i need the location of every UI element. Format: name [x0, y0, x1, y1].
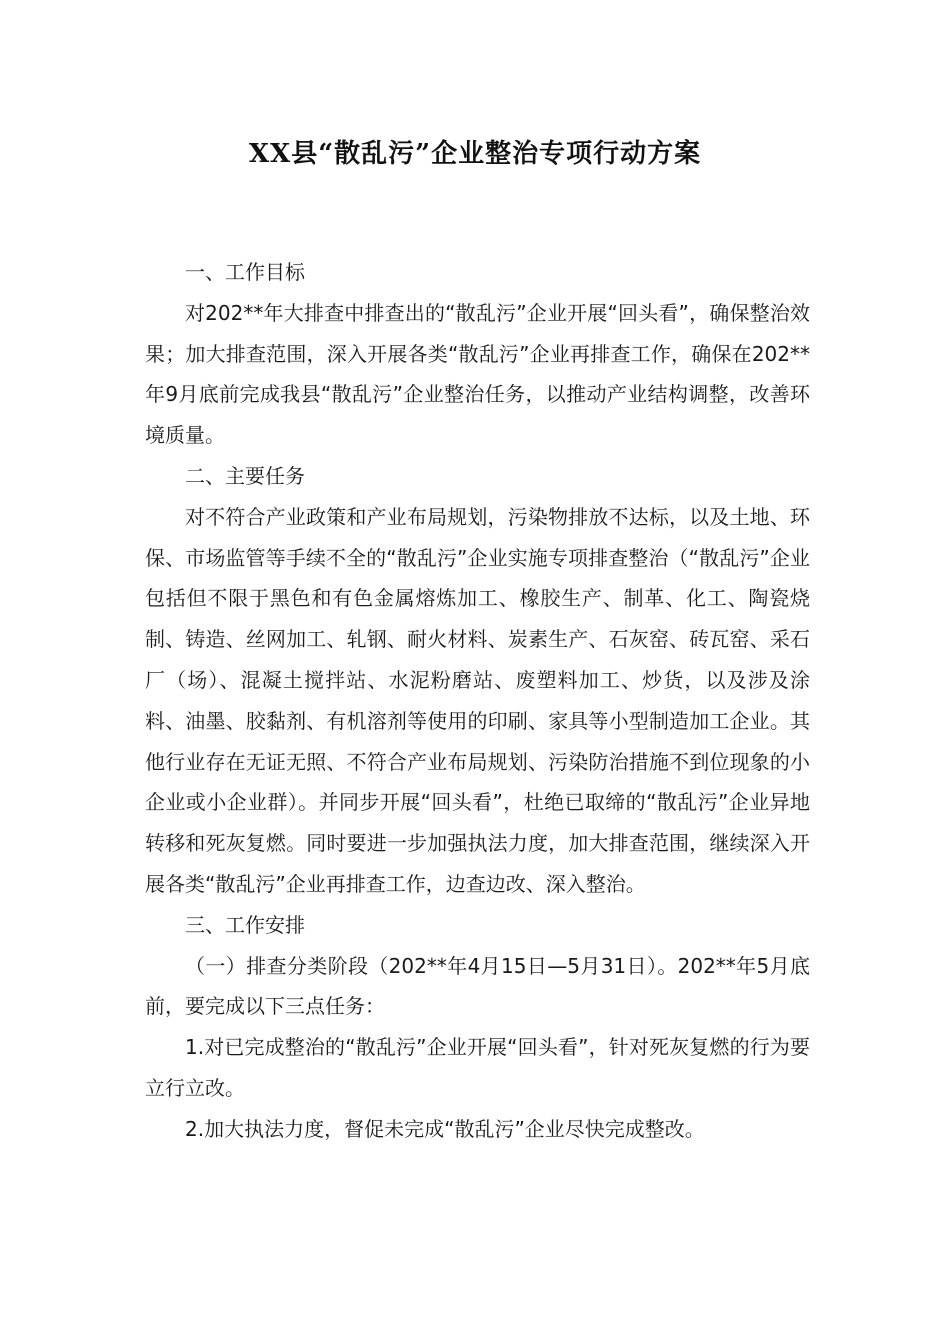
list-item-1: 1.对已完成整治的“散乱污”企业开展“回头看”，针对死灰复燃的行为要立行立改。 [145, 1035, 810, 1100]
paragraph-stage-one: （一）排查分类阶段（202**年4月15日—5月31日）。202**年5月底前，要完成以下三点任务： [145, 953, 810, 1019]
section-heading-goals: 一、工作目标 [185, 260, 305, 284]
paragraph-goals: 对202**年大排查中排查出的“散乱污”企业开展“回头看”，确保整治效果；加大排查范围，深入开展各类“散乱污”企业再排查工作，确保在202**年9月底前完成我县“散乱污”企业整治任务，以推动产业结构调整，改善环境质量。 [145, 300, 810, 448]
list-item-2: 2.加大执法力度，督促未完成“散乱污”企业尽快完成整改。 [185, 1116, 705, 1141]
section-heading-arrangements: 三、工作安排 [185, 912, 305, 937]
document-title: XX县“散乱污”企业整治专项行动方案 [248, 139, 702, 169]
paragraph-tasks: 对不符合产业政策和产业布局规划，污染物排放不达标，以及土地、环保、市场监管等手续不全的“散乱污”企业实施专项排查整治（“散乱污”企业包括但不限于黑色和有色金属熔炼加工、橡胶生产、制革、化工、陶瓷烧制、铸造、丝网加工、轧钢、耐火材料、炭素生产、石灰窑、砖瓦窑、采石厂（场）、混凝土搅拌站、水泥粉磨站、废塑料加工、炒货，以及涉及涂料、油墨、胶黏剂、有机溶剂等使用的印刷、家具等小型制造加工企业。其他行业存在无证无照、不符合产业布局规划、污染防治措施不到位现象的小企业或小企业群）。并同步开展“回头看”，杜绝已取缔的“散乱污”企业异地转移和死灰复燃。同时要进一步加强执法力度，加大排查范围，继续深入开展各类“散乱污”企业再排查工作，边查边改、深入整治。 [145, 504, 810, 896]
document-body [145, 252, 810, 1150]
section-heading-tasks: 二、主要任务 [185, 463, 305, 488]
